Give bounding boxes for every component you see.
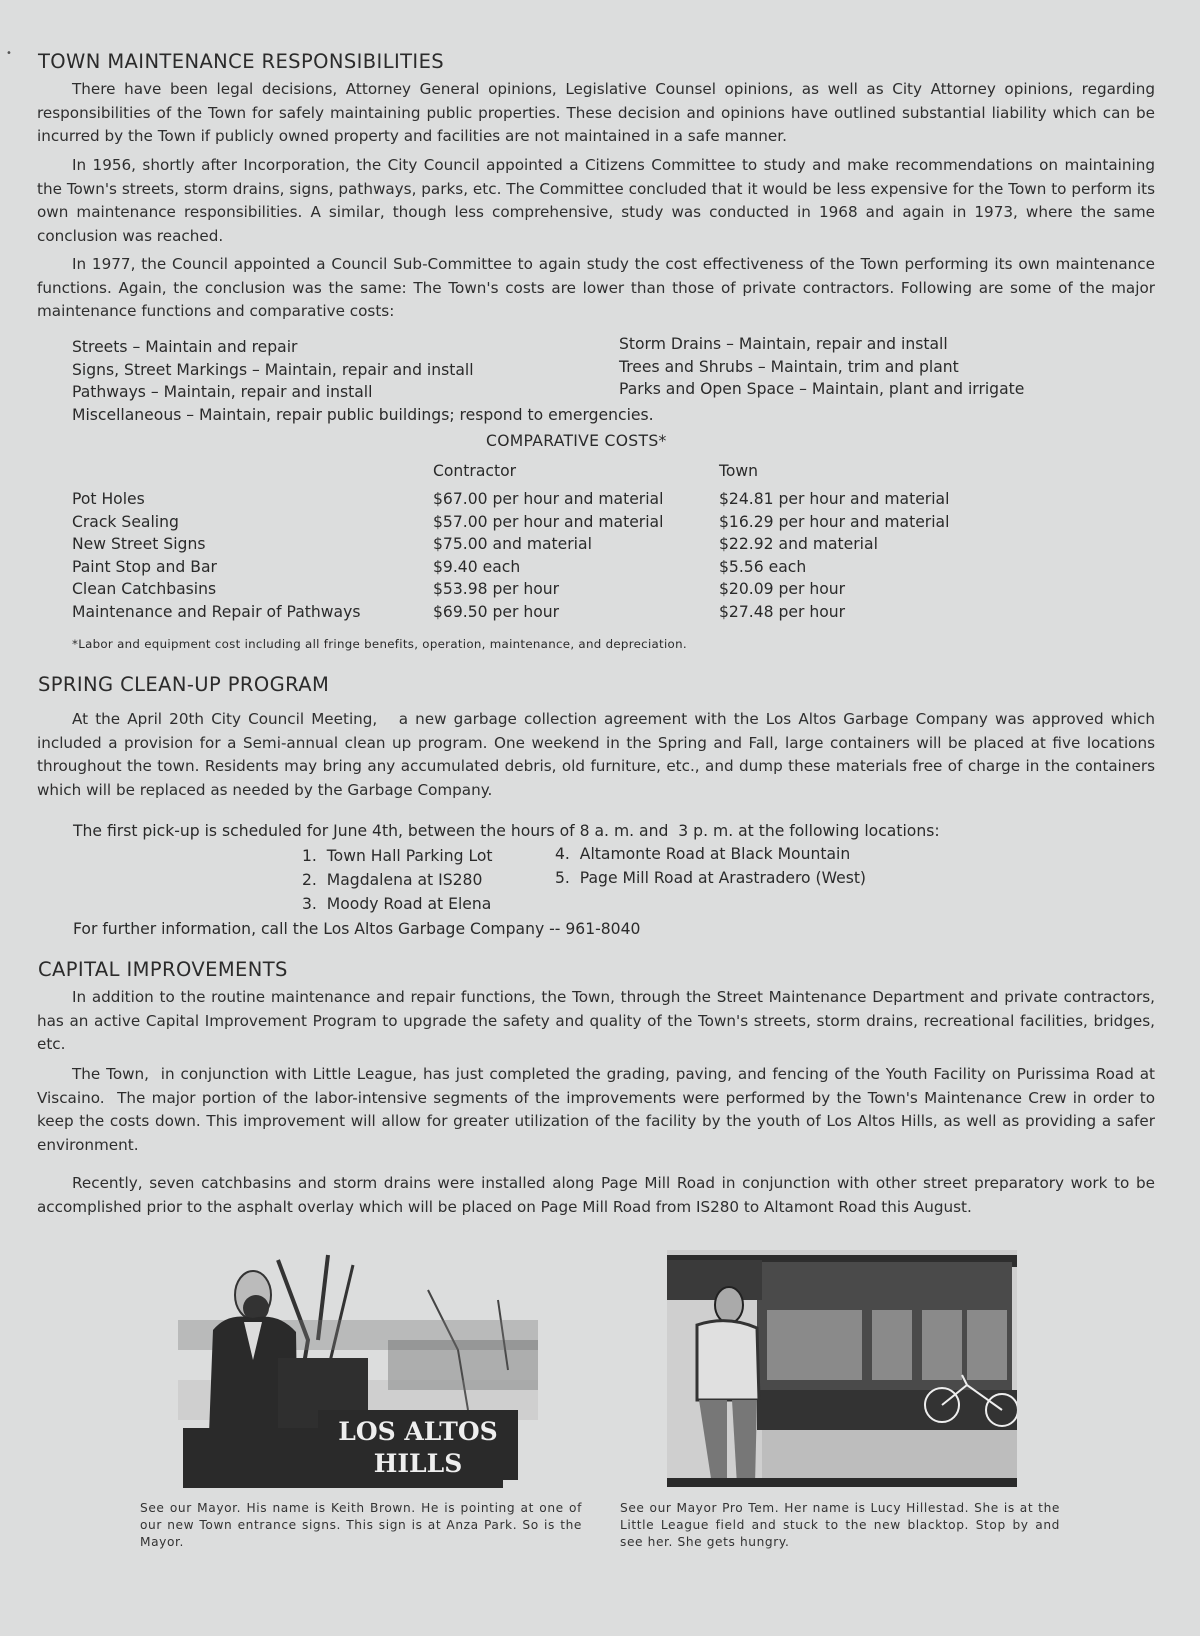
locations-list-left [302, 845, 493, 916]
contractor-cost: $67.00 per hour and material [433, 490, 664, 508]
maintenance-paragraph-1: There have been legal decisions, Attorney General opinions, Legislative Counsel opinions, as well as City Attorney opinions, regarding responsibilities of the Town for safely maintaining public properties. These decision and opinions have outlined substantial liability which can be incurred by the Town if publicly owned property and facilities are not maintained in a safe manner. [37, 80, 1155, 145]
location-item: 3. Moody Road at Elena [302, 894, 492, 913]
capital-paragraph-3: Recently, seven catchbasins and storm drains were installed along Page Mill Road in conjunction with other street preparatory work to be accomplished prior to the asphalt overlay which will be placed on Page Mill Road from IS280 to Altamont Road this August. [37, 1174, 1155, 1216]
column-header-town: Town [719, 462, 759, 480]
column-header-contractor: Contractor [433, 462, 517, 480]
table-row [72, 535, 1072, 558]
town-cost: $24.81 per hour and material [719, 490, 950, 508]
maintenance-paragraph-3: In 1977, the Council appointed a Council Sub-Committee to again study the cost effectiveness of the Town performing its own maintenance functions. Again, the conclusion was the same: The Town's costs are lower than those of private contractors. Following are some of the major maintenance functions and comparative costs: [37, 255, 1155, 320]
table-row [72, 603, 1072, 626]
locations-list-right [555, 843, 866, 891]
function-item-misc: Miscellaneous – Maintain, repair public buildings; respond to emergencies. [72, 405, 654, 424]
location-item: 2. Magdalena at IS280 [302, 870, 483, 889]
comparative-costs-table [72, 490, 1072, 625]
location-item: 4. Altamonte Road at Black Mountain [555, 845, 851, 863]
cost-item: Clean Catchbasins [72, 580, 217, 598]
town-cost: $22.92 and material [719, 535, 878, 553]
contractor-cost: $53.98 per hour [433, 580, 560, 598]
sign-text-line2: HILLS [373, 1449, 463, 1478]
town-cost: $27.48 per hour [719, 602, 846, 621]
function-item: Parks and Open Space – Maintain, plant and irrigate [619, 380, 1025, 398]
cost-item: New Street Signs [72, 535, 206, 553]
contractor-cost: $75.00 and material [433, 535, 592, 553]
section-title-cleanup: SPRING CLEAN-UP PROGRAM [38, 673, 330, 696]
section-title-capital: CAPITAL IMPROVEMENTS [38, 958, 288, 981]
cleanup-paragraph-1: At the April 20th City Council Meeting, a new garbage collection agreement with the Los Altos Garbage Company was approved which included a provision for a Semi-annual clean up program. One weekend in the Spring and Fall, large containers will be placed at five locations throughout the town. Residents may bring any accumulated debris, old furniture, etc., and dump these materials free of charge in the containers which will be replaced as needed by the Garbage Company. [37, 710, 1155, 799]
functions-list-left [72, 336, 654, 426]
cost-item: Maintenance and Repair of Pathways [72, 602, 361, 621]
contractor-cost: $69.50 per hour [433, 602, 560, 621]
table-row [72, 580, 1072, 603]
town-cost: $20.09 per hour [719, 580, 846, 598]
section-title-maintenance: TOWN MAINTENANCE RESPONSIBILITIES [38, 50, 445, 73]
maintenance-paragraph-2: In 1956, shortly after Incorporation, the City Council appointed a Citizens Committee to study and make recommendations on maintaining the Town's streets, storm drains, signs, pathways, parks, etc. The Committee concluded that it would be less expensive for the Town to perform its own maintenance responsibilities. A similar, though less comprehensive, study was conducted in 1968 and again in 1973, where the same conclusion was reached. [37, 156, 1155, 245]
function-item: Streets – Maintain and repair [72, 338, 298, 356]
function-item: Pathways – Maintain, repair and install [72, 383, 373, 401]
cleanup-contact: For further information, call the Los Altos Garbage Company -- 961-8040 [73, 920, 641, 938]
cost-item: Crack Sealing [72, 512, 179, 531]
mayor-sign-photo [178, 1250, 538, 1490]
cleanup-schedule: The first pick-up is scheduled for June 4th, between the hours of 8 a. m. and 3 p. m. at the following locations: [73, 822, 940, 840]
function-item: Trees and Shrubs – Maintain, trim and plant [619, 357, 959, 376]
sign-text-line1: LOS ALTOS [338, 1417, 498, 1446]
contractor-cost: $9.40 each [433, 557, 521, 576]
capital-paragraph-1: In addition to the routine maintenance and repair functions, the Town, through the Street Maintenance Department and private contractors, has an active Capital Improvement Program to upgrade the safety and quality of the Town's streets, storm drains, recreational facilities, bridges, etc. [37, 988, 1155, 1053]
right-photo-caption: See our Mayor Pro Tem. Her name is Lucy Hillestad. She is at the Little League field and stuck to the new blacktop. Stop by and see her. She gets hungry. [620, 1501, 1060, 1549]
table-row [72, 513, 1072, 536]
margin-dot: • [6, 48, 12, 59]
town-cost: $16.29 per hour and material [719, 512, 950, 531]
function-item: Storm Drains – Maintain, repair and install [619, 335, 948, 353]
function-item: Signs, Street Markings – Maintain, repair and install [72, 360, 474, 379]
left-photo-caption: See our Mayor. His name is Keith Brown. He is pointing at one of our new Town entrance signs. This sign is at Anza Park. So is the Mayor. [140, 1501, 582, 1549]
functions-list-right [619, 333, 1024, 401]
table-row [72, 490, 1072, 513]
comparative-costs-title: COMPARATIVE COSTS* [486, 432, 667, 450]
table-row [72, 558, 1072, 581]
costs-footnote: *Labor and equipment cost including all fringe benefits, operation, maintenance, and depreciation. [72, 637, 687, 651]
location-item: 1. Town Hall Parking Lot [302, 847, 493, 865]
cost-item: Pot Holes [72, 490, 145, 508]
contractor-cost: $57.00 per hour and material [433, 512, 664, 531]
town-cost: $5.56 each [719, 557, 807, 576]
location-item: 5. Page Mill Road at Arastradero (West) [555, 868, 867, 887]
capital-paragraph-2: The Town, in conjunction with Little League, has just completed the grading, paving, and fencing of the Youth Facility on Purissima Road at Viscaino. The major portion of the labor-intensive segments of the improvements were performed by the Town's Maintenance Crew in order to keep the costs down. This improvement will allow for greater utilization of the facility by the youth of Los Altos Hills, as well as providing a safer environment. [37, 1065, 1155, 1154]
mayor-pro-tem-photo [667, 1250, 1017, 1487]
cost-item: Paint Stop and Bar [72, 557, 217, 576]
